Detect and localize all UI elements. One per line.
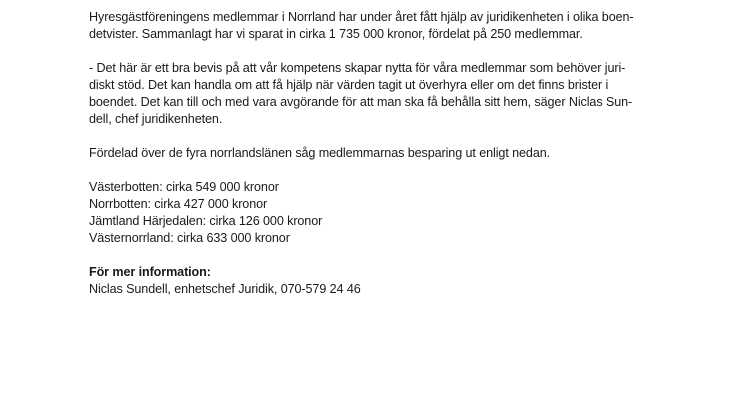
quote-line: - Det här är ett bra bevis på att vår kompetens skapar nytta för våra medlemmar som behöver juri-: [89, 61, 626, 75]
intro-line: Hyresgästföreningens medlemmar i Norrland har under året fått hjälp av juridikenheten i olika boen-: [89, 10, 634, 24]
contact-heading: För mer information:: [89, 265, 211, 279]
quote-paragraph: [89, 60, 659, 128]
savings-item-vasterbotten: Västerbotten: cirka 549 000 kronor: [89, 180, 279, 194]
paragraph-gap: [89, 162, 659, 179]
contact-block: [89, 264, 659, 298]
savings-list: [89, 179, 659, 247]
savings-item-vasternorrland: Västernorrland: cirka 633 000 kronor: [89, 231, 290, 245]
savings-item-jamtland-harjedalen: Jämtland Härjedalen: cirka 126 000 kronor: [89, 214, 323, 228]
intro-line: detvister. Sammanlagt har vi sparat in cirka 1 735 000 kronor, fördelat på 250 medlemmar.: [89, 27, 583, 41]
quote-line: diskt stöd. Det kan handla om att få hjälp när värden tagit ut överhyra eller om det finns brister i: [89, 78, 609, 92]
document-body: [89, 9, 659, 298]
distribution-line: Fördelad över de fyra norrlandslänen såg medlemmarnas besparing ut enligt nedan.: [89, 146, 551, 160]
distribution-paragraph: [89, 145, 659, 162]
contact-details: Niclas Sundell, enhetschef Juridik, 070-579 24 46: [89, 282, 361, 296]
savings-item-norrbotten: Norrbotten: cirka 427 000 kronor: [89, 197, 268, 211]
quote-line: dell, chef juridikenheten.: [89, 112, 223, 126]
paragraph-gap: [89, 43, 659, 60]
paragraph-gap: [89, 128, 659, 145]
quote-line: boendet. Det kan till och med vara avgörande för att man ska få behålla sitt hem, säger Niclas Sun-: [89, 95, 633, 109]
intro-paragraph: [89, 9, 659, 43]
paragraph-gap: [89, 247, 659, 264]
